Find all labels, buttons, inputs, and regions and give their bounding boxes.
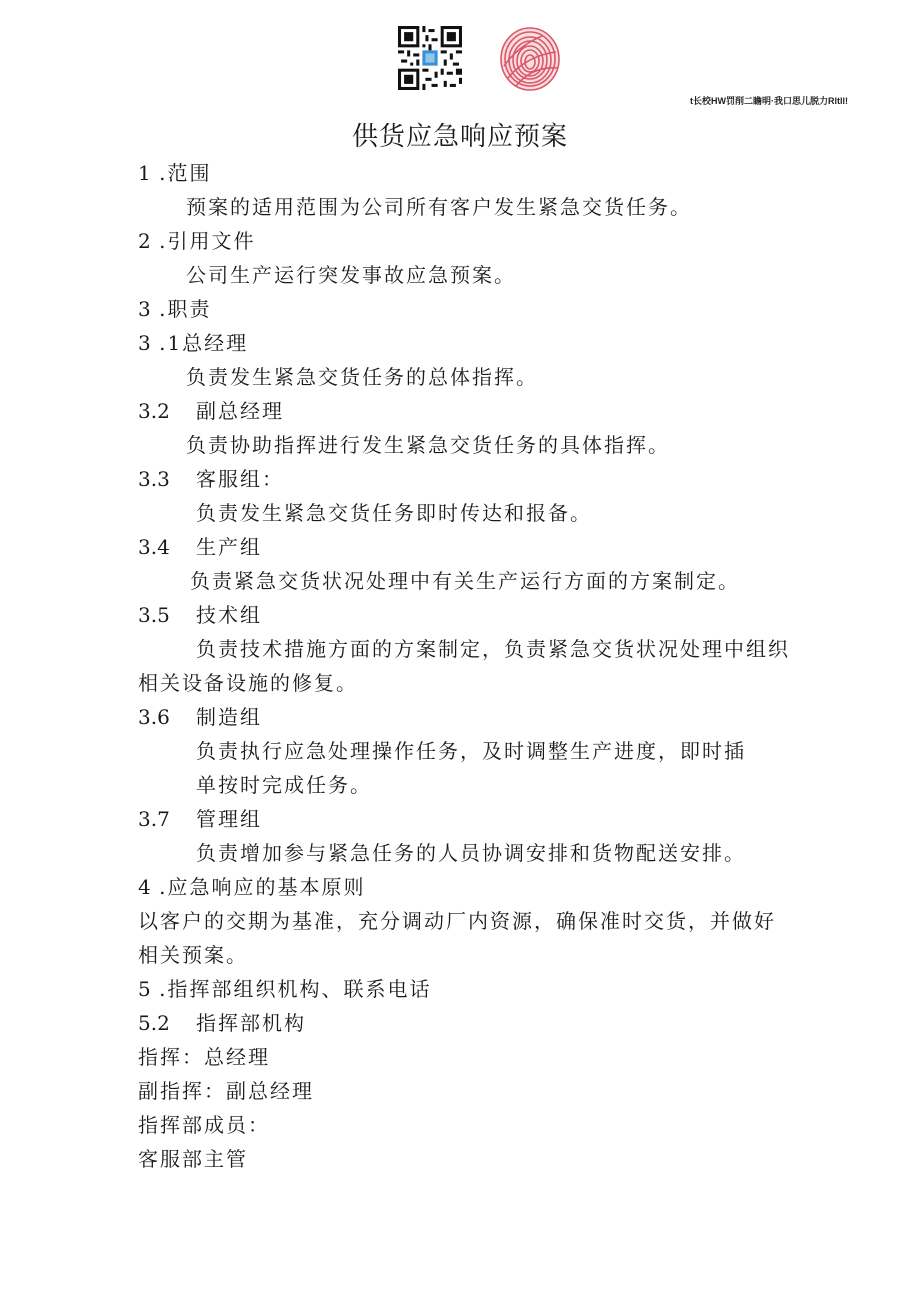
body-text: 负责发生紧急交货任务的总体指挥。 [186,365,538,389]
body-text: 相关设备设施的修复。 [138,671,358,695]
body-text: 单按时完成任务。 [196,773,372,797]
section-heading-command: 5 .指挥部组织机构、联系电话 [138,977,432,1001]
section-heading-scope: 1 .范围 [138,161,212,185]
subsection-heading: 3.6 制造组 [138,705,262,729]
body-text: 负责技术措施方面的方案制定，负责紧急交货状况处理中组织 [196,637,790,661]
section-heading-references: 2 .引用文件 [138,229,256,253]
subsection-heading: 3.2 副总经理 [138,399,284,423]
subsection-heading: 3 .1总经理 [138,331,249,355]
body-text: 负责增加参与紧急任务的人员协调安排和货物配送安排。 [196,841,746,865]
document-title: 供货应急响应预案 [351,122,568,152]
subsection-heading: 3.5 技术组 [138,603,262,627]
subsection-heading: 3.3 客服组： [138,467,284,491]
body-text: 副指挥：副总经理 [138,1079,314,1103]
subsection-heading: 3.7 管理组 [138,807,262,831]
body-text: 客服部主管 [138,1147,248,1171]
qr-code-icon [398,26,462,90]
body-text: 指挥：总经理 [138,1045,270,1069]
body-text: 相关预案。 [138,943,248,967]
body-text: 负责协助指挥进行发生紧急交货任务的具体指挥。 [186,433,670,457]
body-text: 公司生产运行突发事故应急预案。 [186,263,516,287]
subsection-heading: 5.2 指挥部机构 [138,1011,306,1035]
body-text: 指挥部成员： [138,1113,270,1137]
section-heading-principles: 4 .应急响应的基本原则 [138,875,366,899]
body-text: 负责发生紧急交货任务即时传达和报备。 [196,501,592,525]
body-text: 负责紧急交货状况处理中有关生产运行方面的方案制定。 [190,569,740,593]
subsection-heading: 3.4 生产组 [138,535,262,559]
section-heading-duties: 3 .职责 [138,297,212,321]
header-watermark-text: t长校HW罚削二瞻明·我口思儿脱力Rltll! [690,96,848,106]
body-text: 以客户的交期为基准，充分调动厂内资源，确保准时交货，并做好 [138,909,776,933]
fingerprint-seal-icon [498,26,562,92]
body-text: 预案的适用范围为公司所有客户发生紧急交货任务。 [186,195,692,219]
body-text: 负责执行应急处理操作任务，及时调整生产进度，即时插 [196,739,746,763]
